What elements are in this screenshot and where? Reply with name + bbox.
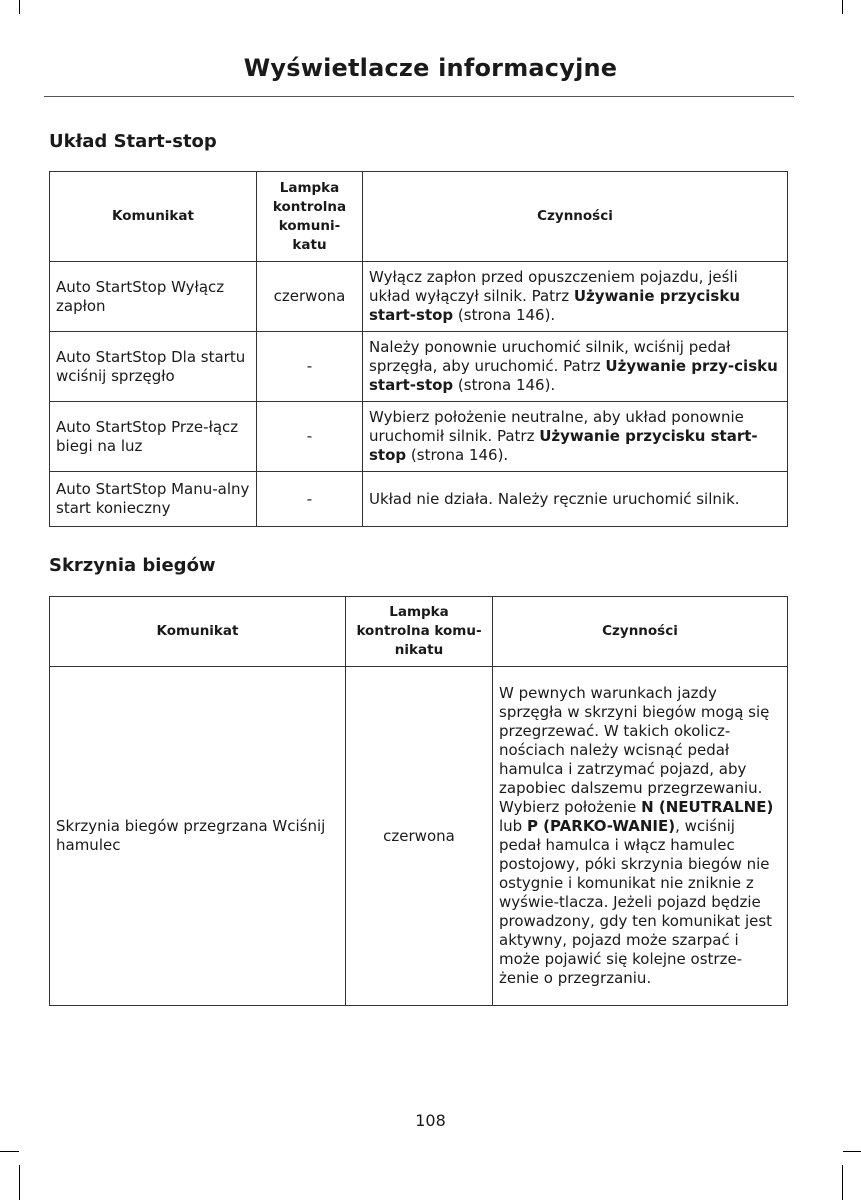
action-cell <box>363 472 788 527</box>
start-stop-messages-table <box>49 171 788 527</box>
message-cell: Skrzynia biegów przegrzana Wciśnij hamulec <box>50 667 346 1006</box>
action-cell <box>363 402 788 472</box>
action-reference-link[interactable]: Używanie przycisku start-stop <box>369 287 741 324</box>
section-title-start-stop: Układ Start-stop <box>49 131 217 152</box>
crop-mark-bottom-right-h <box>843 1151 861 1152</box>
lamp-cell: czerwona <box>257 262 363 332</box>
action-reference-link[interactable]: Używanie przycisku start-stop <box>369 427 758 464</box>
action-cell <box>493 667 788 1006</box>
table-row <box>50 667 788 1006</box>
action-text: , wciśnij pedał hamulca i włącz hamulec postojowy, póki skrzynia biegów nie ostygnie i komunikat nie zniknie z wyświe-tlacza. Jeżeli pojazd będzie prowadzony, gdy ten komunikat jest aktywny, pojazd może szarpać i może pojawić się kolejne ostrze-żenie o przegrzaniu. <box>499 817 773 987</box>
section-title-transmission: Skrzynia biegów <box>49 555 216 576</box>
lamp-cell: czerwona <box>346 667 493 1006</box>
message-cell: Auto StartStop Manu-alny start konieczny <box>50 472 257 527</box>
column-header-action: Czynności <box>493 597 788 667</box>
column-header-lamp: Lampka kontrolna komu-nikatu <box>346 597 493 667</box>
crop-mark-bottom-left-v <box>19 1165 20 1200</box>
action-page-ref: (strona 146). <box>453 376 556 394</box>
column-header-message: Komunikat <box>50 172 257 262</box>
message-cell: Auto StartStop Prze-łącz biegi na luz <box>50 402 257 472</box>
action-text: W pewnych warunkach jazdy sprzęgła w skrzyni biegów mogą się przegrzewać. W takich okolicz-nościach należy wcisnąć pedał hamulca i zatrzymać pojazd, aby zapobiec dalszemu przegrzewaniu. Wybierz położenie <box>499 684 770 816</box>
table-header-row <box>50 597 788 667</box>
crop-mark-bottom-right-v <box>842 1165 843 1200</box>
table-row <box>50 472 788 527</box>
action-cell <box>363 332 788 402</box>
column-header-action: Czynności <box>363 172 788 262</box>
header-divider <box>44 96 794 97</box>
lamp-cell: - <box>257 332 363 402</box>
action-text: Wybierz położenie neutralne, aby układ ponownie uruchomił silnik. Patrz <box>369 408 744 445</box>
table-row <box>50 332 788 402</box>
action-cell <box>363 262 788 332</box>
column-header-message: Komunikat <box>50 597 346 667</box>
action-text: Należy ponownie uruchomić silnik, wciśnij pedał sprzęgła, aby uruchomić. Patrz <box>369 338 731 375</box>
action-text: Wyłącz zapłon przed opuszczeniem pojazdu, jeśli układ wyłączył silnik. Patrz <box>369 268 738 305</box>
lamp-cell: - <box>257 472 363 527</box>
lamp-cell: - <box>257 402 363 472</box>
action-page-ref: (strona 146). <box>406 446 509 464</box>
message-cell: Auto StartStop Dla startu wciśnij sprzęgło <box>50 332 257 402</box>
table-row <box>50 262 788 332</box>
gear-neutral-label: N (NEUTRALNE) <box>641 798 774 816</box>
message-cell: Auto StartStop Wyłącz zapłon <box>50 262 257 332</box>
page-header-title: Wyświetlacze informacyjne <box>243 54 618 82</box>
crop-mark-top-left <box>19 0 20 14</box>
crop-mark-top-right <box>842 0 843 14</box>
table-row <box>50 402 788 472</box>
table-header-row <box>50 172 788 262</box>
crop-mark-bottom-left-h <box>0 1151 19 1152</box>
action-reference-link[interactable]: Używanie przy-cisku start-stop <box>369 357 778 394</box>
action-text: lub <box>499 817 527 835</box>
column-header-lamp: Lampka kontrolna komuni-katu <box>257 172 363 262</box>
action-page-ref: (strona 146). <box>453 306 556 324</box>
gear-park-label: P (PARKO-WANIE) <box>526 817 676 835</box>
page-number: 108 <box>415 1111 446 1130</box>
transmission-messages-table <box>49 596 788 1006</box>
action-text: Układ nie działa. Należy ręcznie uruchomić silnik. <box>369 489 740 508</box>
